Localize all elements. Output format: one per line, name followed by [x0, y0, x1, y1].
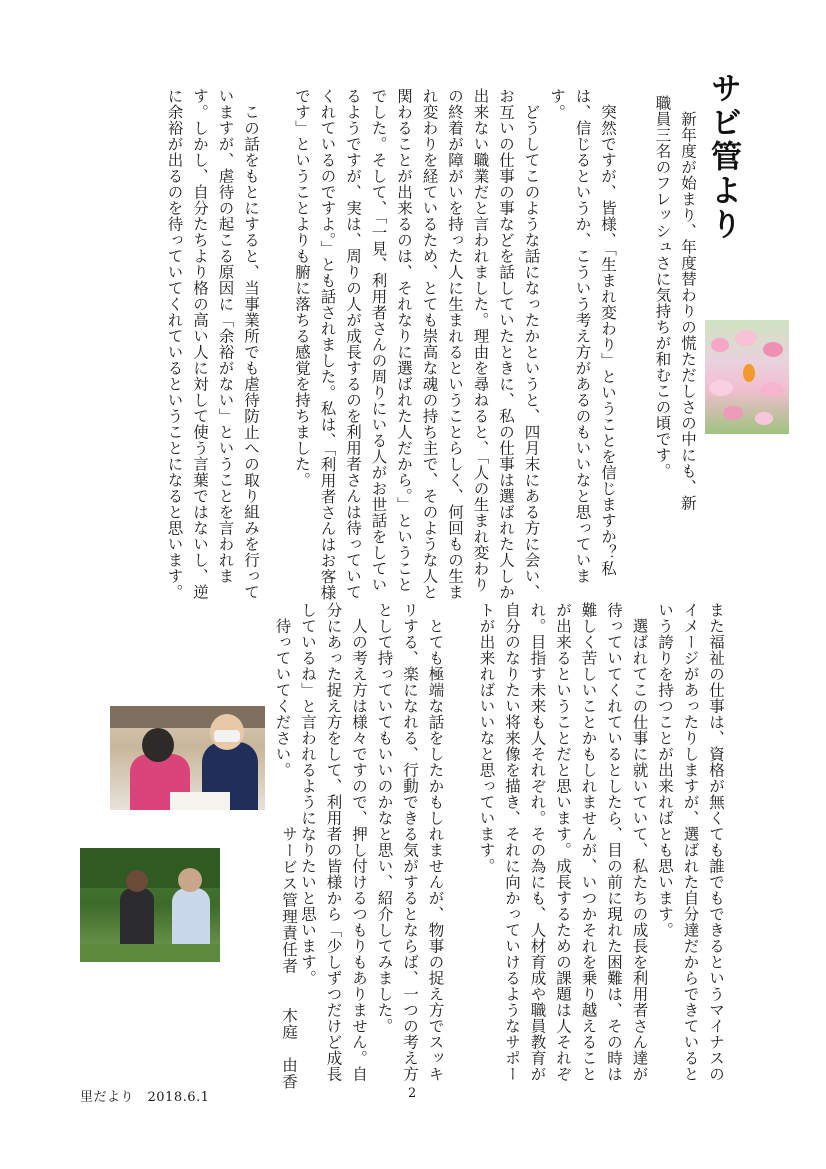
article-body-upper: 突然ですが、皆様、「生まれ変わり」ということを信じますか？私は、信じるというか、こういう考え方があるのもいいなと思っています。 どうしてこのような話になったかというと、四月末にある方に会い、お互いの仕事の事などを話していたときに、私の仕事は選ばれた人しか出来ない職業だと言われました。理由を尋ねると、「人の生まれ変わりの終着が障がいを持った人に生まれるということらしく、何回もの生まれ変わりを経ているため、とても崇高な魂の持ち主で、そのような人と関わることが出来るのは、それなりに選ばれた人だから。」ということでした。そして、「一見、利用者さんの周りにいる人がお世話をしているようですが、実は、周りの人が成長するのを利用者さんは待っていてくれているのですよ。」とも話されました。私は、「利用者さんはお客様です」ということよりも腑に落ちる感覚を持ちました。 この話をもとにすると、当事業所でも虐待防止への取り組みを行っていますが、虐待の起こる原因に「余裕がない」ということを言われます。しかし、自分たちより格の高い人に対して使う言葉ではないし、逆に余裕が出るのを待っていてくれているということになると思います。	[165, 88, 617, 601]
article-intro: 新年度が始まり、年度替わりの慌ただしさの中にも、新職員三名のフレッシュさに気持ちが和むこの頃です。	[653, 95, 697, 511]
flowers-photo	[705, 320, 789, 434]
article-body-lower: また福祉の仕事は、資格が無くても誰でもできるというマイナスのイメージがあったりしますが、選ばれた自分達だからできているという誇りを持つことが出来ればとも思います。 選ばれてこの仕事に就いていて、私たちの成長を利用者さん達が待っていてくれているとしたら、目の前に現れた困難は、その時は難しく苦しいことかもしれませんが、いつかそれを乗り越えることが出来るということだと思います。成長するための課題は人それぞれ。目指す未来も人それぞれ。その為にも、人材育成や職員教育が自分のなりたい将来像を描き、それに向かっていけるようなサポートが出来ればいいなと思っています。 とても極端な話をしたかもしれませんが、物事の捉え方でスッキリする、楽になれる、行動できる気がするとならば、一つの考え方として持っていてもいいのかなと思い、紹介してみました。 人の考え方は様々ですので、押し付けるつもりもありません。自分にあった捉え方をして、利用者の皆様から「少しずつだけど成長しているね」と言われるようになりたいと思います。 待っていてください。	[273, 602, 725, 1082]
author-signature: サービス管理責任者 木庭 由香	[280, 826, 298, 1090]
page-number: 2	[408, 1086, 417, 1101]
garden-photo	[80, 848, 220, 962]
newsletter-footer: 里だより 2018.6.1	[80, 1090, 210, 1105]
caregivers-photo	[110, 706, 265, 810]
article-title: サビ管より	[705, 72, 741, 242]
